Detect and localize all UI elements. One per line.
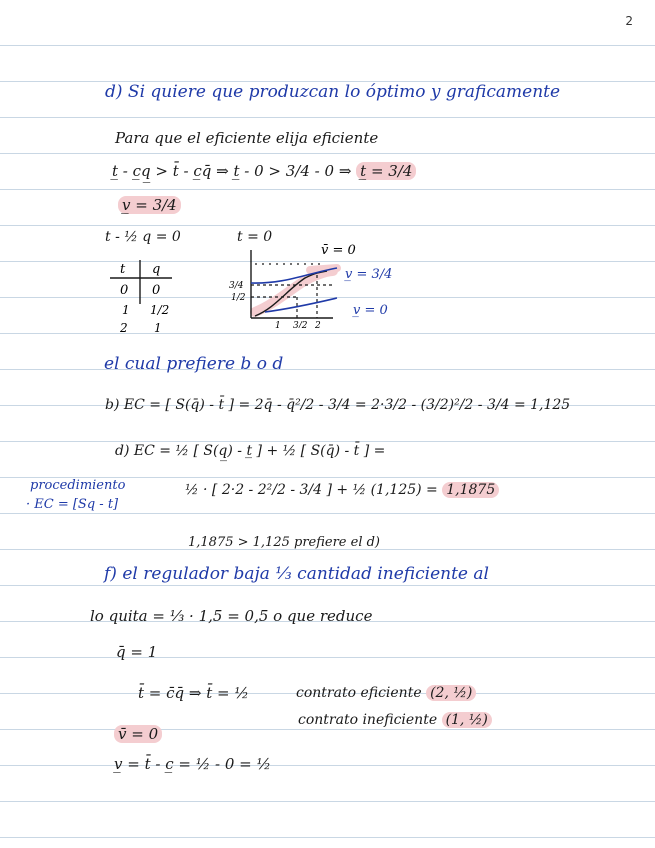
- table-cell: 1: [154, 321, 162, 335]
- sketch-graph: [225, 242, 405, 328]
- incentive-result: t̲ = 3/4: [356, 162, 416, 180]
- heading-d: d) Si quiere que produzcan lo óptimo y graficamente: [105, 82, 561, 102]
- line-reduce: lo quita = ⅓ · 1,5 = 0,5 o que reduce: [90, 607, 373, 625]
- inefficient-contract-value: (1, ½): [442, 712, 492, 728]
- incentive-inequality: t̲ - c̲q̲ > t̄ - c̲q̄ ⇒ t̲ - 0 > 3/4 - 0 ⇒: [112, 162, 352, 180]
- heading-f: f) el regulador baja ⅓ cantidad ineficiente al: [104, 564, 489, 584]
- line-t-bar: t̄ = c̄q̄ ⇒ t̄ = ½: [138, 684, 249, 702]
- table-cell: 0: [152, 283, 161, 298]
- line-compare: 1,1875 > 1,125 prefiere el d): [188, 535, 381, 550]
- table-header-t: t: [120, 262, 126, 277]
- line-ec-b: b) EC = [ S(q̄) - t̄ ] = 2q̄ - q̄²/2 - 3/4 = 2·3/2 - (3/2)²/2 - 3/4 = 1,125: [105, 397, 571, 413]
- line-t-zero: t = 0: [237, 229, 273, 245]
- graph-label-bottom: v̲ = 0: [353, 303, 388, 318]
- efficient-contract-label: contrato eficiente: [296, 685, 422, 701]
- line-inefficient-contract: [298, 713, 492, 727]
- margin-note-formula: · EC = [Sq - t]: [26, 497, 119, 512]
- line-q-bar: q̄ = 1: [116, 643, 158, 661]
- value-table: [110, 258, 190, 336]
- efficient-contract-value: (2, ½): [426, 685, 476, 701]
- table-cell: 2: [120, 321, 128, 335]
- graph-label-top: v̄ = 0: [321, 243, 356, 258]
- margin-note-title: procedimiento: [30, 478, 126, 493]
- graph-x-tick: 2: [315, 321, 321, 328]
- graph-x-tick: 1: [275, 321, 281, 328]
- page-number: 2: [625, 14, 633, 28]
- table-cell: 0: [120, 283, 129, 298]
- line-ec-d: d) EC = ½ [ S(q̲) - t̲ ] + ½ [ S(q̄) - t̄ ] =: [115, 443, 386, 459]
- graph-x-tick: 3/2: [293, 321, 308, 328]
- ec-d-expression: ½ · [ 2·2 - 2²/2 - 3/4 ] + ½ (1,125) =: [185, 482, 438, 498]
- line-ec-d-calc: [185, 483, 499, 497]
- table-cell: 1/2: [150, 303, 170, 317]
- inefficient-contract-label: contrato ineficiente: [298, 712, 438, 728]
- line-efficient-contract: [296, 686, 476, 700]
- line-prefers: el cual prefiere b o d: [104, 354, 284, 374]
- table-header-q: q: [152, 262, 161, 277]
- ec-d-result: 1,1875: [442, 482, 499, 498]
- line-v-bar: [114, 727, 162, 742]
- v-low-value: v̲ = 3/4: [118, 196, 181, 214]
- line-v-low: [118, 198, 181, 213]
- line-v-low-final: v̲ = t̄ - c̲ = ½ - 0 = ½: [114, 755, 272, 773]
- graph-y-label-lower: 1/2: [231, 293, 246, 303]
- graph-label-mid: v̲ = 3/4: [345, 267, 393, 282]
- table-cell: 1: [122, 303, 130, 317]
- line-incentive: [112, 164, 416, 179]
- graph-y-label-upper: 3/4: [229, 281, 244, 291]
- line-para-que: Para que el eficiente elija eficiente: [115, 129, 379, 147]
- v-bar-value: v̄ = 0: [114, 725, 162, 743]
- line-t-equation: t - ½ q = 0: [105, 229, 181, 245]
